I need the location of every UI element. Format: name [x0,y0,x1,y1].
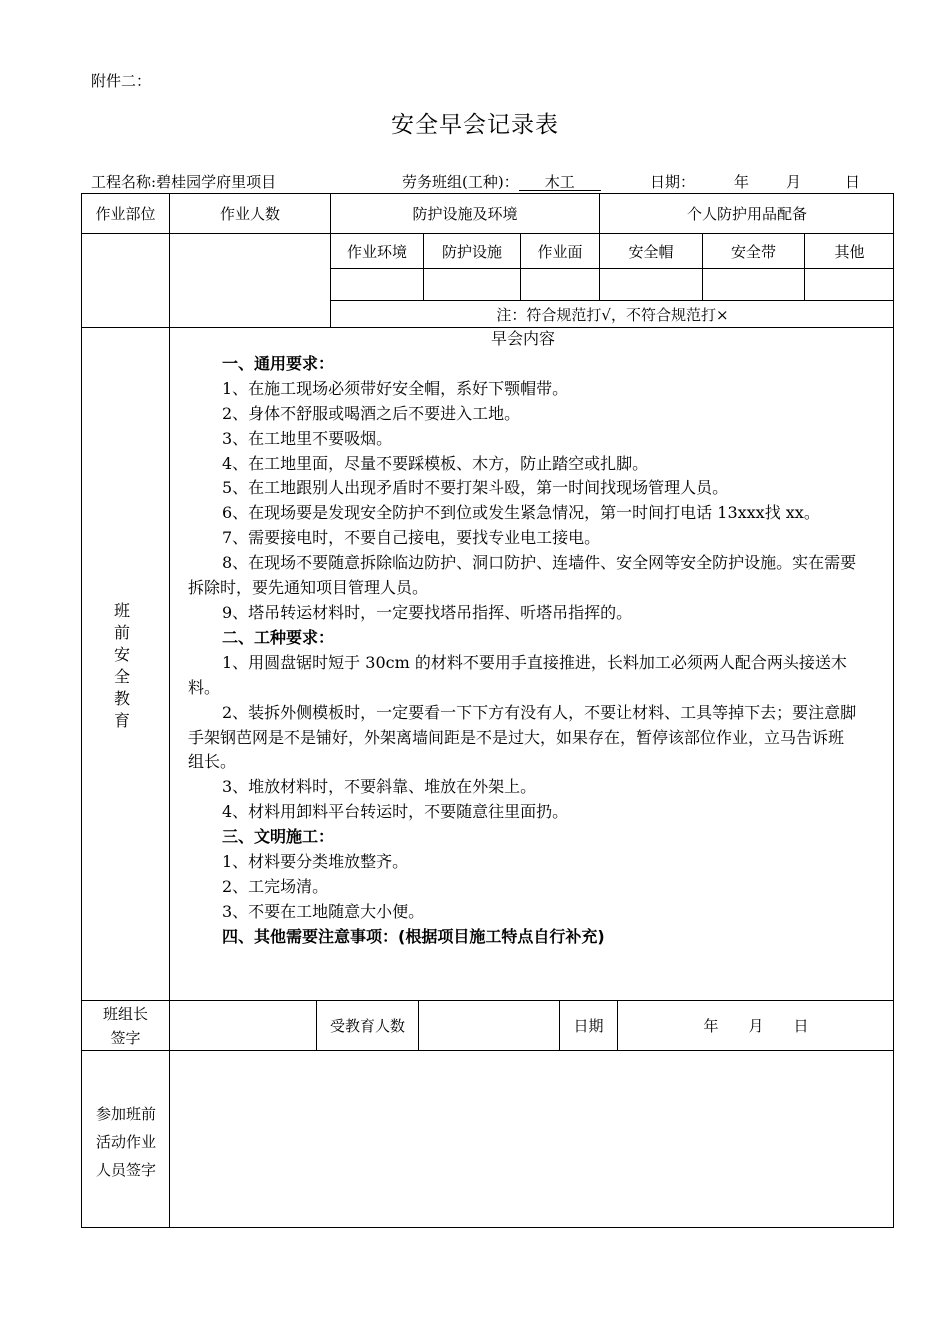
table-rule [418,1000,419,1050]
rule-item: 6、在现场要是发现安全防护不到位或发生紧急情况，第一时间打电话 13xxx找 xx。 [222,503,820,523]
rule-item: 1、在施工现场必须带好安全帽，系好下颚帽带。 [222,378,569,398]
header-workers: 作业人数 [219,205,280,223]
leader-label-line: 班组长 [102,1004,148,1023]
participants-label-line: 参加班前 [95,1105,156,1123]
header-helmet: 安全帽 [628,242,674,261]
side-char: 安 [113,645,130,664]
side-char: 全 [113,667,130,686]
header-protection-env: 防护设施及环境 [412,205,518,223]
date-month: 月 [786,173,802,191]
rule-item: 9、塔吊转运材料时，一定要找塔吊指挥、听塔吊指挥的。 [222,602,633,622]
team-field [402,171,601,192]
team-value: 木工 [519,174,601,191]
header-protection: 防护设施 [441,242,502,261]
rule-item: 7、需要接电时，不要自己接电，要找专业电工接电。 [222,528,601,548]
leader-label-line: 签字 [110,1028,141,1047]
rule-item: 2、装拆外侧模板时，一定要看一下下方有没有人，不要让材料、工具等掉下去；要注意脚手架钢芭网是不是铺好，外架离墙间距是不是过大，如果存在，暂停该部位作业，立马告诉班组长。 [188,702,857,772]
header-work-env: 作业环境 [346,242,407,261]
header-ppe: 个人防护用品配备 [686,205,807,223]
section-heading: 一、通用要求： [222,353,335,373]
date-day: 日 [845,173,861,191]
rule-item: 3、堆放材料时，不要斜靠、堆放在外架上。 [222,777,537,797]
education-content [188,327,858,950]
rule-item: 4、材料用卸料平台转运时，不要随意往里面扔。 [222,802,569,822]
education-side-label [100,600,144,732]
header-other: 其他 [834,242,865,261]
rule-item: 1、用圆盘锯时短于 30cm 的材料不要用手直接推进，长料加工必须两人配合两头接送木料。 [188,652,847,697]
side-char: 教 [113,689,130,708]
educated-count-label: 受教育人数 [329,1017,405,1035]
project-label: 工程名称: [91,173,157,191]
table-note: 注：符合规范打√，不符合规范打× [496,305,729,324]
rule-item: 2、身体不舒服或喝酒之后不要进入工地。 [222,403,521,423]
side-char: 前 [113,623,130,642]
leader-sign-label [82,1001,169,1050]
sign-date-value: 年 月 日 [703,1017,809,1035]
date-label: 日期： [650,173,696,191]
table-rule [81,1050,894,1051]
header-belt: 安全带 [730,242,776,261]
section-heading: 四、其他需要注意事项：(根据项目施工特点自行补充) [222,926,605,946]
rule-item: 2、工完场清。 [222,876,329,896]
date-year: 年 [734,173,750,191]
participants-sign-label [82,1100,170,1184]
participants-label-line: 活动作业 [95,1133,156,1151]
side-char: 班 [113,601,130,620]
rule-item: 3、不要在工地随意大小便。 [222,901,425,921]
team-label: 劳务班组(工种)： [402,173,519,191]
header-work-surface: 作业面 [537,242,583,261]
sign-date-label: 日期 [573,1017,604,1035]
table-rule [330,268,894,269]
rule-item: 4、在工地里面，尽量不要踩模板、木方，防止踏空或扎脚。 [222,453,649,473]
project-name [91,171,276,192]
attachment-label: 附件二： [91,72,152,90]
project-value: 碧桂园学府里项目 [156,173,277,191]
rule-item: 1、材料要分类堆放整齐。 [222,852,409,872]
section-heading: 三、文明施工： [222,827,335,847]
rule-item: 3、在工地里不要吸烟。 [222,428,393,448]
table-rule [169,193,170,1228]
rule-item: 5、在工地跟别人出现矛盾时不要打架斗殴，第一时间找现场管理人员。 [222,478,729,498]
side-char: 育 [113,711,130,730]
participants-label-line: 人员签字 [95,1161,156,1179]
header-work-area: 作业部位 [95,205,156,223]
rule-item: 8、在现场不要随意拆除临边防护、洞口防护、连墙件、安全网等安全防护设施。实在需要拆除时，要先通知项目管理人员。 [188,553,857,598]
content-heading: 早会内容 [490,329,555,348]
page-title: 安全早会记录表 [391,112,559,138]
section-heading: 二、工种要求： [222,627,335,647]
